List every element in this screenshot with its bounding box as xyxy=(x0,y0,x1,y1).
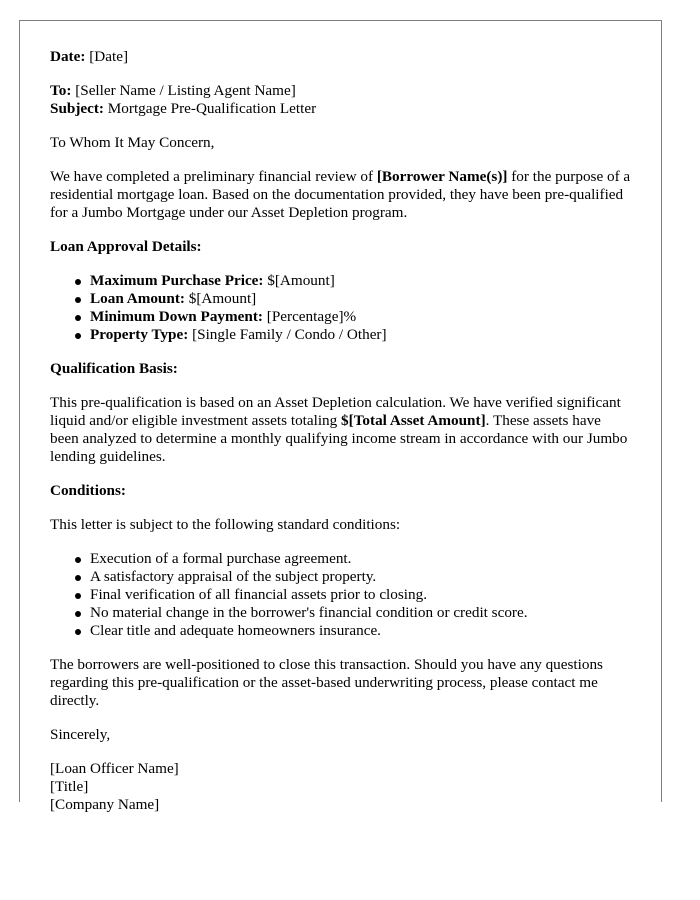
loan-detail-value: [Single Family / Condo / Other] xyxy=(188,326,387,343)
signature-title: [Title] xyxy=(50,778,89,795)
conditions-intro: This letter is subject to the following standard conditions: xyxy=(50,516,401,533)
bullet-icon xyxy=(75,279,81,285)
to-label: To: xyxy=(50,82,72,99)
list-item xyxy=(90,604,633,622)
condition-text: Clear title and adequate homeowners insurance. xyxy=(90,622,381,639)
qualification-basis-heading-text: Qualification Basis: xyxy=(50,360,178,377)
condition-text: No material change in the borrower's financial condition or credit score. xyxy=(90,604,528,621)
loan-details-heading xyxy=(50,238,633,256)
signoff: Sincerely, xyxy=(50,726,111,743)
loan-details-heading-text: Loan Approval Details: xyxy=(50,238,202,255)
basis-text-after: . These assets have been analyzed to determine a monthly qualifying income stream in accordance with our Jumbo lending guidelines. xyxy=(50,412,628,465)
total-asset-amount: $[Total Asset Amount] xyxy=(341,412,486,429)
condition-text: A satisfactory appraisal of the subject property. xyxy=(90,568,377,585)
greeting: To Whom It May Concern, xyxy=(50,134,215,151)
loan-detail-label: Property Type: xyxy=(90,326,189,343)
list-item xyxy=(90,586,633,604)
to-value: [Seller Name / Listing Agent Name] xyxy=(75,82,296,99)
list-item xyxy=(90,290,633,308)
list-item xyxy=(90,622,633,640)
bullet-icon xyxy=(75,315,81,321)
date-value: [Date] xyxy=(89,48,129,65)
date-label: Date: xyxy=(50,48,86,65)
loan-detail-label: Maximum Purchase Price: xyxy=(90,272,264,289)
list-item xyxy=(90,272,633,290)
list-item xyxy=(90,308,633,326)
list-item xyxy=(90,568,633,586)
bullet-icon xyxy=(75,611,81,617)
closing-paragraph: The borrowers are well-positioned to close this transaction. Should you have any questions regarding this pre-qualification or the asset-based underwriting process, please contact me directly. xyxy=(50,656,603,709)
subject-value: Mortgage Pre-Qualification Letter xyxy=(107,100,317,117)
signature-company: [Company Name] xyxy=(50,796,160,813)
basis-text-before: This pre-qualification is based on an Asset Depletion calculation. We have verified significant liquid and/or eligible investment assets totaling xyxy=(50,394,621,429)
conditions-heading-text: Conditions: xyxy=(50,482,126,499)
signature-block xyxy=(50,760,633,814)
list-item xyxy=(90,550,633,568)
condition-text: Execution of a formal purchase agreement. xyxy=(90,550,352,567)
bullet-icon xyxy=(75,629,81,635)
condition-text: Final verification of all financial assets prior to closing. xyxy=(90,586,427,603)
bullet-icon xyxy=(75,333,81,339)
list-item xyxy=(90,326,633,344)
date-line xyxy=(50,48,633,66)
bullet-icon xyxy=(75,557,81,563)
qualification-basis-paragraph xyxy=(50,394,633,466)
conditions-list xyxy=(50,550,633,640)
bullet-icon xyxy=(75,575,81,581)
loan-detail-value: $[Amount] xyxy=(263,272,335,289)
to-line xyxy=(50,82,633,100)
signature-name: [Loan Officer Name] xyxy=(50,760,179,777)
qualification-basis-heading xyxy=(50,360,633,378)
loan-details-list xyxy=(50,272,633,344)
loan-detail-label: Minimum Down Payment: xyxy=(90,308,263,325)
bullet-icon xyxy=(75,297,81,303)
subject-line xyxy=(50,100,633,118)
subject-label: Subject: xyxy=(50,100,104,117)
intro-paragraph xyxy=(50,168,633,222)
borrower-name: [Borrower Name(s)] xyxy=(376,168,508,185)
loan-detail-value: [Percentage]% xyxy=(262,308,357,325)
letter-page xyxy=(19,20,662,813)
intro-text-before: We have completed a preliminary financial review of xyxy=(50,168,377,185)
loan-detail-label: Loan Amount: xyxy=(90,290,185,307)
loan-detail-value: $[Amount] xyxy=(184,290,257,307)
bullet-icon xyxy=(75,593,81,599)
intro-text-after: for the purpose of a residential mortgage loan. Based on the documentation provided, they have been pre-qualified for a Jumbo Mortgage under our Asset Depletion program. xyxy=(50,168,631,221)
conditions-heading xyxy=(50,482,633,500)
